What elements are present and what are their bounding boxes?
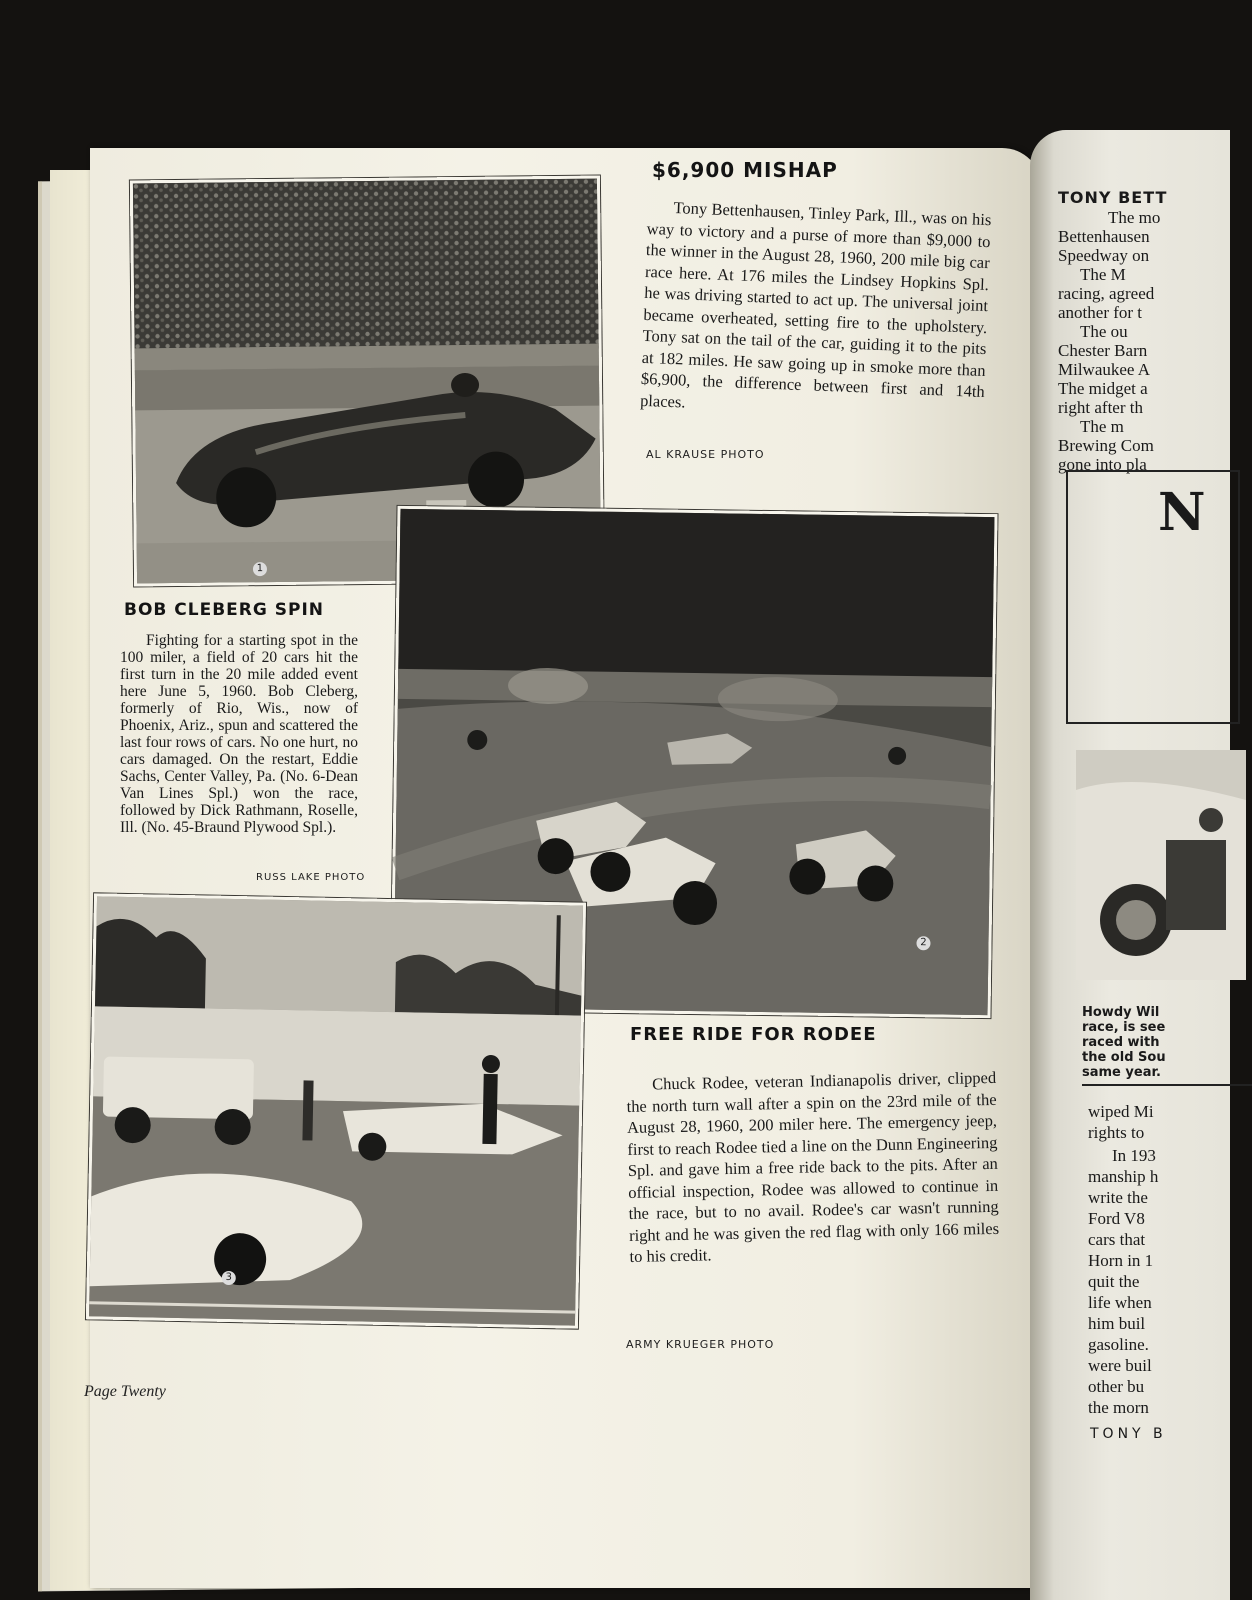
facing-caption: [1082, 1005, 1252, 1086]
photo-number-1: 1: [253, 562, 267, 576]
facing-text-line: were buil: [1088, 1356, 1152, 1375]
article-cleberg-body: Fighting for a starting spot in the 100 miler, a field of 20 cars hit the first turn in the 20 mile added event here June 5, 1960. Bob Cleberg, formerly of Rio, Wis., now of Phoenix, Ariz., spun and scattered the last four rows of cars. No one hurt, no cars damaged. On the restart, Eddie Sachs, Center Valley, Pa. (No. 6-Dean Van Lines Spl.) won the race, followed by Dick Rathmann, Roselle, Ill. (No. 45-Braund Plywood Spl.).: [120, 632, 358, 836]
facing-text-line: Ford V8: [1088, 1209, 1145, 1228]
facing-text-line: quit the: [1088, 1272, 1140, 1291]
article-mishap-body: Tony Bettenhausen, Tinley Park, Ill., was on his way to victory and a purse of more than $9,000 to the winner in the August 28, 1960, 200 mile big car race here. At 176 miles the Lindsey Hopkins Spl. he was driving started to act up. The universal joint became overheated, setting fire to the upholstery. Tony sat on the tail of the car, guiding it to the pits at 182 miles. He saw going up in smoke more than $6,900, the difference between first and 14th places.: [639, 197, 992, 412]
facing-text-line: cars that: [1088, 1230, 1146, 1249]
facing-text-line: rights to: [1088, 1123, 1145, 1142]
facing-text-line: the morn: [1088, 1398, 1149, 1417]
facing-caption-line: raced with: [1082, 1035, 1160, 1050]
magazine-page: [90, 148, 1042, 1588]
facing-text-line: Brewing Com: [1058, 436, 1154, 455]
photo-jeep-tow: [86, 893, 586, 1328]
facing-page-footer: TONY B: [1090, 1426, 1167, 1442]
headline-rodee: FREE RIDE FOR RODEE: [630, 1024, 877, 1045]
facing-page-heading: TONY BETT: [1058, 188, 1168, 207]
credit-mishap: AL KRAUSE PHOTO: [646, 448, 765, 461]
facing-text-line: life when: [1088, 1293, 1152, 1312]
credit-rodee: ARMY KRUEGER PHOTO: [626, 1338, 775, 1351]
facing-caption-line: race, is see: [1082, 1020, 1166, 1035]
facing-text-line: The midget a: [1058, 379, 1148, 398]
facing-text-line: another for t: [1058, 303, 1143, 322]
facing-text-line: Chester Barn: [1058, 341, 1148, 360]
facing-text-line: The M: [1080, 265, 1126, 284]
facing-page-photo: [1076, 750, 1246, 980]
facing-text-line: gasoline.: [1088, 1335, 1149, 1354]
credit-cleberg: RUSS LAKE PHOTO: [256, 872, 366, 883]
facing-text-line: The ou: [1080, 322, 1128, 341]
facing-text-line: Milwaukee A: [1058, 360, 1151, 379]
facing-text-line: manship h: [1088, 1167, 1159, 1186]
photo-3-image: [89, 896, 583, 1325]
facing-caption-line: same year.: [1082, 1065, 1161, 1080]
facing-text-line: him buil: [1088, 1314, 1146, 1333]
article-rodee-body: Chuck Rodee, veteran Indianapolis driver, clipped the north turn wall after a spin on the 23rd mile of the August 28, 1960, 200 miler here. The emergency jeep, first to reach Rodee tied a line on the Dunn Engineering Spl. and gave him a free ride back to the pits. After an official inspection, Rodee was allowed to continue in the race, but to no avail. Rodee's car wasn't running right and he was given the red flag with only 166 miles to his credit.: [626, 1067, 1000, 1266]
photo-number-3: 3: [222, 1271, 236, 1285]
facing-text-line: write the: [1088, 1188, 1148, 1207]
facing-text-line: In 193: [1112, 1146, 1156, 1165]
facing-text-line: The m: [1080, 417, 1124, 436]
facing-text-line: wiped Mi: [1088, 1102, 1154, 1121]
facing-text-line: other bu: [1088, 1377, 1145, 1396]
advertisement-box: [1066, 470, 1240, 724]
page-folio: Page Twenty: [84, 1383, 166, 1400]
facing-text-line: racing, agreed: [1058, 284, 1155, 303]
facing-text-line: Speedway on: [1058, 246, 1150, 265]
facing-text-line: Bettenhausen: [1058, 227, 1150, 246]
facing-text-line: right after th: [1058, 398, 1143, 417]
advertisement-letter: N: [1158, 482, 1206, 543]
facing-text-line: Horn in 1: [1088, 1251, 1154, 1270]
headline-cleberg: BOB CLEBERG SPIN: [124, 600, 324, 620]
facing-text-line: gone into pla: [1058, 455, 1147, 474]
facing-caption-line: Howdy Wil: [1082, 1005, 1160, 1020]
facing-caption-line: the old Sou: [1082, 1050, 1166, 1065]
headline-mishap: $6,900 MISHAP: [652, 158, 838, 182]
photo-number-2: 2: [916, 936, 930, 950]
facing-text-line: The mo: [1108, 208, 1161, 227]
facing-page: [1030, 130, 1230, 1600]
